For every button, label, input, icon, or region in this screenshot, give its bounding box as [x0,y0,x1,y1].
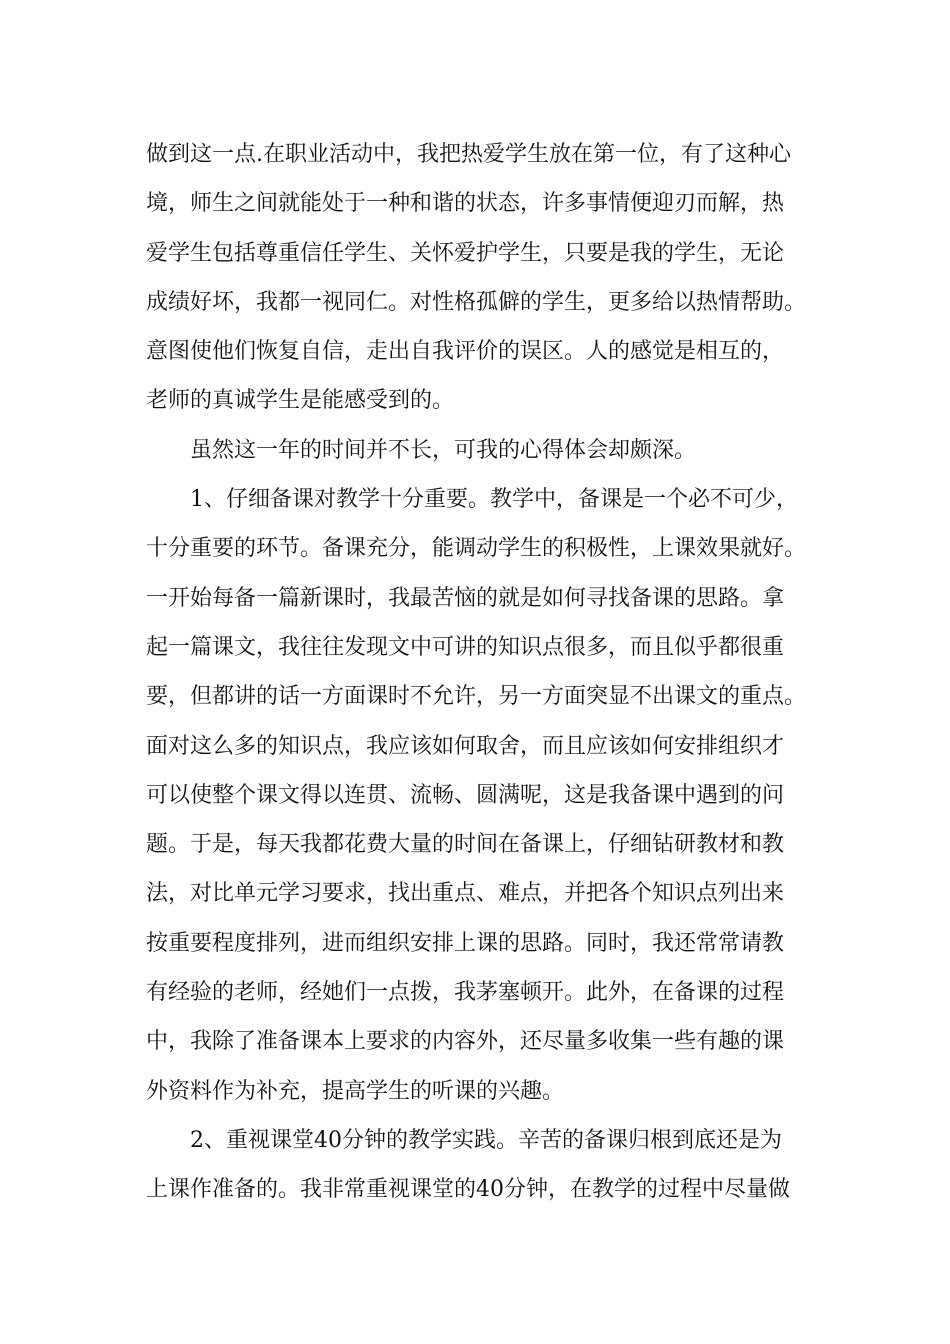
text-line: 意图使他们恢复自信，走出自我评价的误区。人的感觉是相互的， [146,339,785,365]
text-line: 境，师生之间就能处于一种和谐的状态，许多事情便迎刃而解，热 [146,191,785,217]
body-text [146,130,826,1215]
text-line: 可以使整个课文得以连贯、流畅、圆满呢，这是我备课中遇到的问 [146,782,785,808]
text-line: 起一篇课文，我往往发现文中可讲的知识点很多，而且似乎都很重 [146,634,785,660]
text-line: 外资料作为补充，提高学生的听课的兴趣。 [146,1078,565,1104]
paragraph-start-line: 1、仔细备课对教学十分重要。教学中，备课是一个必不可少， [190,487,798,513]
text-line: 做到这一点.在职业活动中，我把热爱学生放在第一位，有了这种心 [146,142,791,167]
text-line: 老师的真诚学生是能感受到的。 [146,388,455,414]
text-line: 按重要程度排列，进而组织安排上课的思路。同时，我还常常请教 [146,930,785,956]
text-line: 题。于是，每天我都花费大量的时间在备课上，仔细钻研教材和教 [146,832,785,858]
paragraph-start-line: 2、重视课堂40分钟的教学实践。辛苦的备课归根到底还是为 [190,1127,782,1153]
text-line: 十分重要的环节。备课充分，能调动学生的积极性，上课效果就好。 [146,536,807,562]
text-line: 一开始每备一篇新课时，我最苦恼的就是如何寻找备课的思路。拿 [146,585,785,611]
text-line: 上课作准备的。我非常重视课堂的40分钟，在教学的过程中尽量做 [146,1177,790,1203]
text-line: 爱学生包括尊重信任学生、关怀爱护学生，只要是我的学生，无论 [146,240,785,266]
text-line: 成绩好坏，我都一视同仁。对性格孤僻的学生，更多给以热情帮助。 [146,289,807,315]
text-line: 要，但都讲的话一方面课时不允许，另一方面突显不出课文的重点。 [146,684,807,710]
text-line: 中，我除了准备课本上要求的内容外，还尽量多收集一些有趣的课 [146,1029,785,1055]
text-line: 有经验的老师，经她们一点拨，我茅塞顿开。此外，在备课的过程 [146,980,785,1006]
text-line: 法，对比单元学习要求，找出重点、难点，并把各个知识点列出来 [146,881,785,907]
text-line: 面对这么多的知识点，我应该如何取舍，而且应该如何安排组织才 [146,733,785,759]
paragraph-start-line: 虽然这一年的时间并不长，可我的心得体会却颇深。 [190,437,697,463]
